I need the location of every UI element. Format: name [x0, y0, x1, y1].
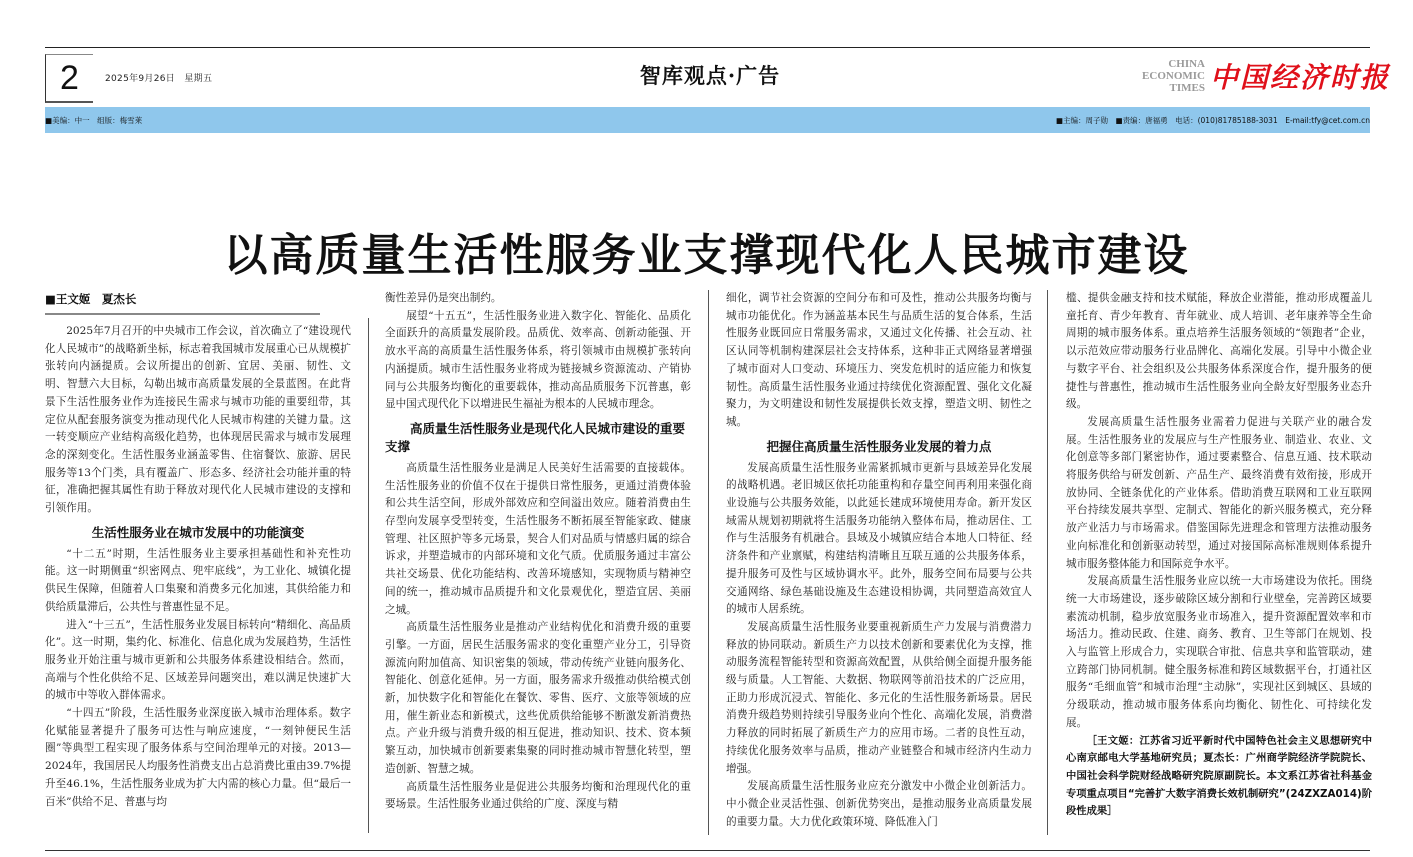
- section-title: 智库观点·广告: [639, 63, 781, 88]
- masthead-en-line: CHINA: [1168, 58, 1205, 70]
- paragraph: 高质量生活性服务业是促进公共服务均衡和治理现代化的重要场景。生活性服务业通过供给的广度、深度与精: [385, 780, 691, 811]
- column-divider: [1047, 290, 1048, 835]
- article-column-4: [1066, 290, 1372, 821]
- paragraph: 发展高质量生活性服务业应充分激发中小微企业创新活力。中小微企业灵活性强、创新优势突出，是推动服务业高质量发展的重要力量。大力优化政策环境、降低准入门: [726, 780, 1032, 828]
- paragraph: 衡性差异仍是突出制约。: [385, 292, 502, 304]
- masthead-en-line: TIMES: [1169, 82, 1205, 94]
- top-rule: [45, 47, 1370, 48]
- subheading: 生活性服务业在城市发展中的功能演变: [91, 524, 305, 540]
- paragraph: 进入“十三五”，生活性服务业发展目标转向“精细化、高品质化”。这一时期，集约化、标准化、信息化成为发展趋势，生活性服务业开始注重与城市更新和公共服务体系建设相结合。然而，高端与个性化供给不足、区域差异问题突出，难以满足快速扩大的城市中等收入群体需求。: [45, 618, 351, 702]
- paragraph: 发展高质量生活性服务业需着力促进与关联产业的融合发展。生活性服务业的发展应与生产性服务业、制造业、农业、文化创意等多部门紧密协作，通过要素整合、信息互通、技术联动将服务供给与研发创新、产品生产、最终消费有效衔接，形成开放协同、全链条优化的产业体系。借助消费互联网和工业互联网平台持续发展共享型、定制式、智能化的新兴服务模式，充分释放产业活力与市场需求。借鉴国际先进理念和管理方法推动服务业向标准化和创新驱动转型，通过对接国际高标准规则体系提升城市服务整体能力和国际竞争水平。: [1066, 415, 1372, 570]
- editor-credits: ■美编：中一 组版：梅雪莱: [45, 116, 143, 125]
- paragraph: 细化，调节社会资源的空间分布和可及性，推动公共服务均衡与城市功能优化。作为涵盖基本民生与品质生活的复合体系，生活性服务业既回应日常服务需求，又通过文化传播、社会互动、社区认同等机制构建深层社会支持体系，这种非正式网络显著增强了城市面对人口变动、环境压力、突发危机时的适应能力和恢复韧性。高质量生活性服务业通过持续优化资源配置、强化文化凝聚力，为文明建设和韧性发展提供长效支撑，塑造文明、韧性之城。: [726, 292, 1032, 428]
- info-bar: [45, 107, 1370, 133]
- paragraph: 高质量生活性服务业是推动产业结构优化和消费升级的重要引擎。一方面，居民生活服务需求的变化重塑产业分工，引导资源流向附加值高、知识密集的领域，带动传统产业链向服务化、智能化、创意化延伸。另一方面，服务需求升级推动供给模式创新，加快数字化和智能化在餐饮、零售、医疗、文旅等领域的应用，催生新业态和新模式，这些优质供给能够不断激发新消费热点。产业升级与消费升级的相互促进，推动知识、技术、资本频繁互动，加快城市创新要素集聚的同时推动城市智慧化转型，塑造创新、智慧之城。: [385, 621, 691, 775]
- masthead-en-line: ECONOMIC: [1142, 70, 1205, 82]
- masthead-english: [1125, 58, 1205, 94]
- author-note: ［王文姬：江苏省习近平新时代中国特色社会主义思想研究中心南京邮电大学基地研究员；夏杰长：广州商学院经济学院院长、中国社会科学院财经战略研究院原副院长。本文系江苏省社科基金专项重点项目“完善扩大数字消费长效机制研究”(24ZXZA014)阶段性成果］: [1066, 734, 1372, 818]
- bottom-rule: [45, 850, 1370, 851]
- subheading: 把握住高质量生活性服务业发展的着力点: [766, 438, 992, 454]
- paragraph: “十二五”时期，生活性服务业主要承担基础性和补充性功能。这一时期侧重“织密网点、兜牢底线”，为工业化、城镇化提供民生保障，但随着人口集聚和消费多元化加速，其供给能力和供给质量滞后，公共性与普惠性显不足。: [45, 547, 351, 613]
- paragraph: 发展高质量生活性服务业要重视新质生产力发展与消费潜力释放的协同联动。新质生产力以技术创新和要素优化为支撑，推动服务流程智能转型和资源高效配置，从供给侧全面提升服务能级与质量。人工智能、大数据、物联网等前沿技术的广泛应用，正助力形成沉浸式、智能化、多元化的生活性服务新场景。居民消费升级趋势则持续引导服务业向个性化、高端化发展，消费潜力释放的同时拓展了新质生产力的应用市场。二者的良性互动，持续优化服务效率与品质，推动产业链整合和城市经济内生动力增强。: [726, 620, 1032, 775]
- page-number: 2: [45, 54, 93, 103]
- paragraph: 发展高质量生活性服务业需紧抓城市更新与县域差异化发展的战略机遇。老旧城区依托功能重构和存量空间再利用来强化商业设施与公共服务效能，以此延长建成环境使用寿命。新开发区域需从规划初期就将生活服务功能纳入整体布局，推动居住、工作与生活服务有机融合。县域及小城镇应结合本地人口特征、经济条件和产业禀赋，构建结构清晰且互联互通的公共服务体系，提升服务可及性与区域协调水平。此外，服务空间布局要与公共交通网络、绿色基础设施及生态建设相协调，共同塑造高效宜人的城市人居系统。: [726, 461, 1032, 616]
- paragraph: 2025年7月召开的中央城市工作会议，首次确立了“建设现代化人民城市”的战略新坐标，标志着我国城市发展重心已从规模扩张转向内涵提质。会议所提出的创新、宜居、美丽、韧性、文明、智慧六大目标，勾勒出城市高质量发展的全景蓝图。在此背景下生活性服务业作为连接民生需求与城市功能的重要纽带，其定位从配套服务演变为推动现代化人民城市构建的关键力量。这一转变顺应产业结构高级化趋势，也体现居民需求与城市发展理念的深刻变化。生活性服务业涵盖零售、住宿餐饮、旅游、居民服务等13个门类，具有覆盖广、形态多、经济社会功能并重的特征，准确把握其属性有助于释放对现代化人民城市建设的支撑和引领作用。: [45, 325, 351, 515]
- paragraph: 高质量生活性服务业是满足人民美好生活需要的直接载体。生活性服务业的价值不仅在于提供日常性服务，更通过消费体验和公共生活空间，形成外部效应和空间溢出效应。随着消费由生存型向发展享受型转变，生活性服务不断拓展至智能家政、健康管理、社区照护等多元场景，契合人们对品质与情感归属的综合诉求，并塑造城市的内部环境和文化气质。优质服务通过丰富公共社交场景、优化功能结构、改善环境感知，实现物质与精神空间的统一，推动城市品质提升和文化景观优化，塑造宜居、美丽之城。: [385, 461, 691, 616]
- paragraph: 发展高质量生活性服务业应以统一大市场建设为依托。围绕统一大市场建设，逐步破除区域分割和行业壁垒，完善跨区域要素流动机制，稳步放宽服务业市场准入，提升资源配置效率和市场活力。推动民政、住建、商务、教育、卫生等部门在规划、投入与监管上形成合力，实现联合审批、信息共享和监管联动，建立跨部门协同机制。健全服务标准和跨区域数据平台，打通社区服务“毛细血管”和城市治理“主动脉”，实现社区到城区、县域的分级联动，推动城市服务体系向均衡化、韧性化、可持续化发展。: [1066, 575, 1372, 729]
- masthead-logo: 中国经济时报: [1210, 61, 1391, 94]
- article-column-2: [385, 290, 691, 814]
- subheading: 高质量生活性服务业是现代化人民城市建设的重要支撑: [385, 420, 686, 454]
- article-headline: 以高质量生活性服务业支撑现代化人民城市建设: [223, 230, 1190, 282]
- paragraph: 槛、提供金融支持和技术赋能，释放企业潜能，推动形成覆盖儿童托育、青少年教育、青年就业、成人培训、老年康养等全生命周期的城市服务体系。重点培养生活服务领域的“领跑者”企业，以示范效应带动服务行业品牌化、高端化发展。引导中小微企业与数字平台、社会组织及公共服务体系深度合作，提升服务的便捷性与普惠性，推动城市生活性服务业向全龄友好型服务业态升级。: [1066, 292, 1372, 411]
- column-divider: [368, 318, 369, 833]
- issue-date: 2025年9月26日 星期五: [105, 74, 213, 84]
- contact-info: ■主编：周子勋 ■责编：唐福勇 电话：(010)81785188-3031 E-mail:tfy@cet.com.cn: [1055, 116, 1370, 125]
- article-column-3: [726, 290, 1032, 831]
- paragraph: “十四五”阶段，生活性服务业深度嵌入城市治理体系。数字化赋能显著提升了服务可达性与响应速度，“一刻钟便民生活圈”等典型工程实现了服务体系与空间治理单元的对接。2013—2024年，我国居民人均服务性消费支出占总消费比重由39.7%提升至46.1%，生活性服务业成为扩大内需的核心力量。但“最后一百米”供给不足、普惠与均: [45, 707, 351, 808]
- article-column-1: [45, 323, 351, 811]
- paragraph: 展望“十五五”，生活性服务业进入数字化、智能化、品质化全面跃升的高质量发展阶段。品质优、效率高、创新动能强、开放水平高的高质量生活性服务体系，将引领城市由规模扩张转向内涵提质。城市生活性服务业将成为链接城乡资源流动、产销协同与公共服务均衡化的重要载体，推动高品质服务下沉普惠，彰显中国式现代化下以增进民生福祉为根本的人民城市理念。: [385, 309, 691, 411]
- article-byline: ■王文姬 夏杰长: [45, 291, 320, 315]
- column-divider: [708, 290, 709, 835]
